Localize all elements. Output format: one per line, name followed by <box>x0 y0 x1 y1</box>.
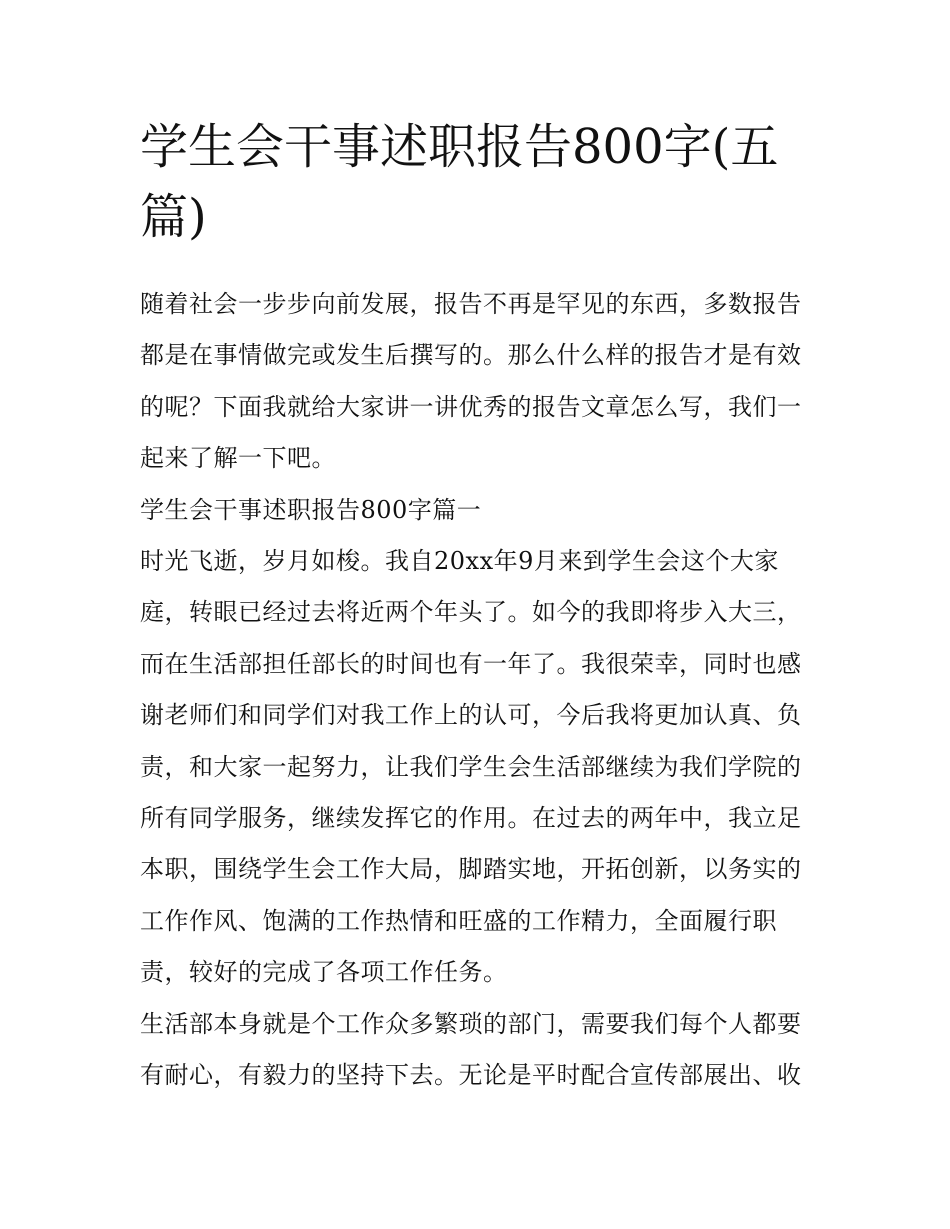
document-body <box>140 112 812 1102</box>
intro-paragraph: 随着社会一步步向前发展，报告不再是罕见的东西，多数报告都是在事情做完或发生后撰写的。那么什么样的报告才是有效的呢？下面我就给大家讲一讲优秀的报告文章怎么写，我们一起来了解一下吧。 <box>140 290 802 473</box>
document-title: 学生会干事述职报告800字(五篇) <box>140 119 779 245</box>
body-paragraph: 时光飞逝，岁月如梭。我自20xx年9月来到学生会这个大家庭，转眼已经过去将近两个年头了。如今的我即将步入大三，而在生活部担任部长的时间也有一年了。我很荣幸，同时也感谢老师们和同学们对我工作上的认可，今后我将更加认真、负责，和大家一起努力，让我们学生会生活部继续为我们学院的所有同学服务，继续发挥它的作用。在过去的两年中，我立足本职，围绕学生会工作大局，脚踏实地，开拓创新，以务实的工作作风、饱满的工作热情和旺盛的工作精力，全面履行职责，较好的完成了各项工作任务。 <box>140 547 802 987</box>
body-paragraph: 生活部本身就是个工作众多繁琐的部门，需要我们每个人都要有耐心，有毅力的坚持下去。无论是平时配合宣传部展出、收 <box>140 1009 802 1090</box>
section-heading: 学生会干事述职报告800字篇一 <box>140 495 482 524</box>
